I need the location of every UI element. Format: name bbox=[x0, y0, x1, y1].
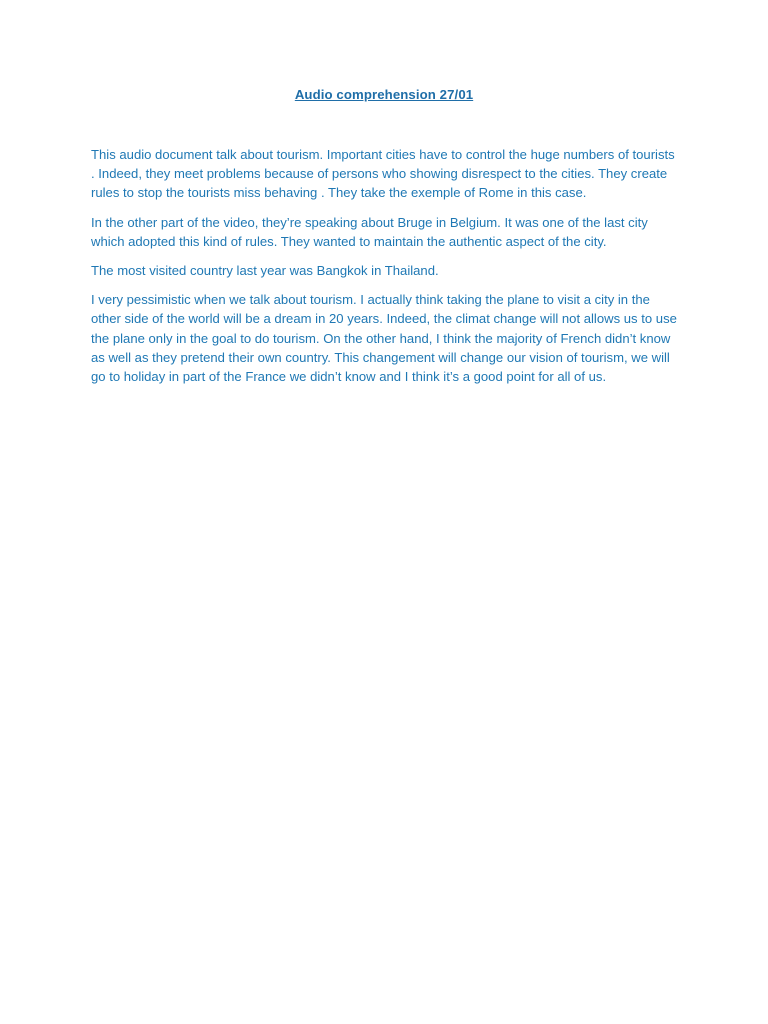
paragraph-2: In the other part of the video, they’re speaking about Bruge in Belgium. It was one of the last city which adopted this kind of rules. They wanted to maintain the authentic aspect of the city. bbox=[91, 214, 648, 249]
document-body bbox=[91, 145, 681, 396]
paragraph-1: This audio document talk about tourism. Important cities have to control the huge numbers of tourists . Indeed, they meet problems because of persons who showing disrespect to the cities. They create rules to stop the tourists miss behaving . They take the exemple of Rome in this case. bbox=[91, 147, 675, 201]
paragraph-4: I very pessimistic when we talk about tourism. I actually think taking the plane to visit a city in the other side of the world will be a dream in 20 years. Indeed, the climat change will not allows us to use the plane only in the goal to do tourism. On the other hand, I think the majority of French didn’t know as well as they pretend their own country. This changement will change our vision of tourism, we will go to holiday in part of the France we didn’t know and I think it’s a good point for all of us. bbox=[91, 292, 677, 385]
document-title: Audio comprehension 27/01 bbox=[294, 87, 474, 102]
paragraph-3: The most visited country last year was Bangkok in Thailand. bbox=[91, 263, 439, 279]
